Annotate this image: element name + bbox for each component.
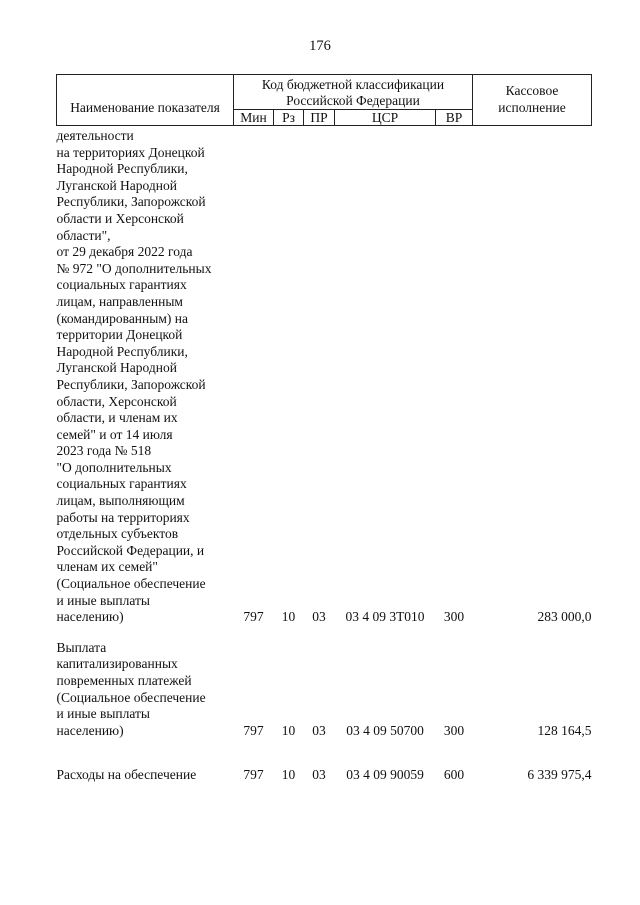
header-amount-line-2: исполнение [498, 100, 566, 115]
row-name-line: Российской Федерации, и [56, 542, 205, 558]
row-name-line: населению) [56, 609, 124, 625]
header-vr: ВР [436, 110, 473, 126]
row-min: 797 [243, 767, 264, 783]
row-rz: 10 [281, 609, 296, 625]
row-name-line: области и Херсонской [56, 210, 184, 226]
row-name-line: области", [56, 227, 111, 243]
row-name-line: и иные выплаты [56, 706, 151, 722]
header-indicator-name: Наименование показателя [57, 75, 234, 126]
row-name-line: социальных гарантиях [56, 476, 187, 492]
row-pr: 03 [312, 767, 326, 783]
row-name-line: Народной Республики, [56, 343, 188, 359]
row-amount: 283 000,0 [537, 609, 592, 625]
row-rz: 10 [281, 767, 296, 783]
row-name-line: "О дополнительных [56, 459, 172, 475]
row-amount: 6 339 975,4 [527, 767, 592, 783]
row-name-line: Народной Республики, [56, 161, 188, 177]
row-min: 797 [243, 609, 264, 625]
row-name-line: Республики, Запорожской [56, 194, 206, 210]
row-vr: 600 [443, 767, 465, 783]
row-csr: 03 4 09 3Т010 [345, 609, 425, 625]
row-name-line: № 972 "О дополнительных [56, 260, 212, 276]
row-name [57, 126, 234, 626]
table-row [57, 126, 592, 626]
row-name-line: территории Донецкой [56, 327, 183, 343]
row-name-line: области, и членам их [56, 410, 178, 426]
row-name-line: области, Херсонской [56, 393, 177, 409]
header-pr: ПР [304, 110, 335, 126]
row-name-line: 2023 года № 518 [56, 443, 152, 459]
row-name-line: Луганской Народной [56, 360, 177, 376]
header-budget-code-group [234, 75, 473, 110]
row-name-line: Выплата [56, 639, 107, 655]
row-name-line: деятельности [56, 128, 134, 143]
row-rz: 10 [281, 722, 296, 738]
row-name-line: (командированным) на [56, 310, 188, 326]
table-row [57, 739, 592, 784]
row-min: 797 [243, 722, 264, 738]
row-name-line: повременных платежей [56, 673, 192, 688]
budget-table [56, 74, 592, 784]
header-rz: Рз [274, 110, 304, 126]
row-name-line: населению) [56, 722, 124, 738]
row-name-line: (Социальное обеспечение [56, 576, 206, 592]
row-name-line: лицам, выполняющим [56, 493, 185, 509]
row-name-line: работы на территориях [56, 509, 190, 525]
row-name-line: семей" и от 14 июля [56, 426, 173, 442]
header-min: Мин [234, 110, 274, 126]
row-name [57, 626, 234, 740]
row-name-line: капитализированных [56, 656, 178, 672]
header-code-line-1: Код бюджетной классификации [261, 77, 445, 92]
table-row [57, 626, 592, 740]
row-name [57, 739, 234, 784]
row-name-line: от 29 декабря 2022 года [56, 244, 193, 260]
row-name-line: социальных гарантиях [56, 277, 187, 293]
row-name-line: членам их семей" [56, 559, 158, 575]
row-name-line: отдельных субъектов [56, 526, 179, 542]
row-vr: 300 [443, 722, 465, 738]
header-code-line-2: Российской Федерации [286, 93, 420, 108]
row-name-line: (Социальное обеспечение [56, 689, 206, 705]
header-csr: ЦСР [335, 110, 436, 126]
header-amount-line-1: Кассовое [505, 83, 559, 99]
row-name-line: Расходы на обеспечение [56, 767, 197, 783]
row-pr: 03 [312, 609, 326, 625]
row-csr: 03 4 09 90059 [346, 767, 424, 783]
row-amount: 128 164,5 [537, 722, 592, 738]
row-name-line: Республики, Запорожской [56, 376, 206, 392]
row-pr: 03 [312, 722, 326, 738]
page-number: 176 [309, 38, 331, 54]
row-name-line: Луганской Народной [56, 177, 177, 193]
row-name-line: лицам, направленным [56, 293, 183, 309]
header-amount [473, 75, 592, 126]
row-name-line: на территориях Донецкой [56, 144, 205, 160]
row-csr: 03 4 09 50700 [346, 722, 424, 738]
row-name-line: и иные выплаты [56, 592, 151, 608]
row-vr: 300 [443, 609, 465, 625]
